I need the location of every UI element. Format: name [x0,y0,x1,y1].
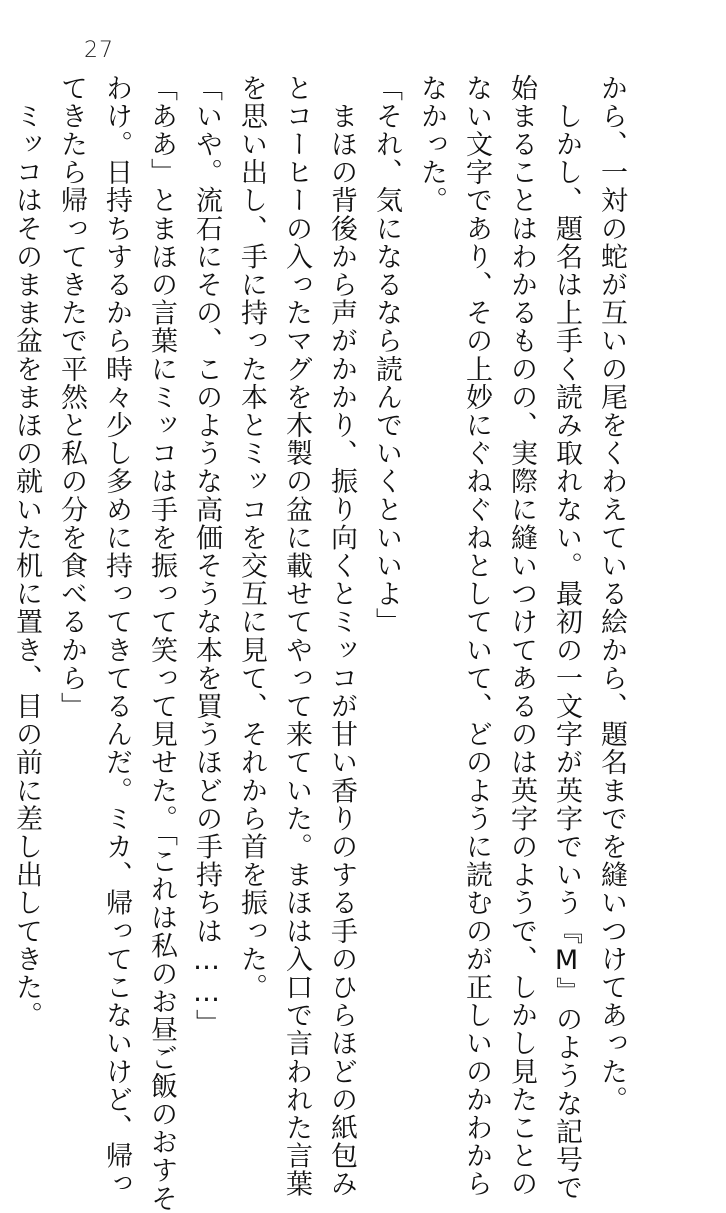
text-line: 「ああ」とまほの言葉にミッコは手を振って笑って見せた。「これは私のお昼ご飯のおすそ [146,74,177,1213]
body-text [0,74,634,1213]
text-line: なかった。 [416,74,447,215]
page-number: 27 [84,38,114,63]
text-line: ない文字であり、その上妙にぐねぐねとしていて、どのように読むのが正しいのかわから [461,74,492,1198]
text-line: から、一対の蛇が互いの尾をくわえている絵から、題名までを縫いつけてあった。 [596,74,627,1114]
text-line: ミッコはそのまま盆をまほの就いた机に置き、目の前に差し出してきた。 [11,74,42,1030]
text-line [0,74,4,974]
text-line: を思い出し、手に持った本とミッコを交互に見て、それから首を振った。 [236,74,267,1002]
text-line: わけ。日持ちするから時々少し多めに持ってきてるんだ。ミカ、帰ってこないけど、帰っ [101,74,132,1198]
text-line: とコーヒーの入ったマグを木製の盆に載せてやって来ていた。まほは入口で言われた言葉 [281,74,312,1198]
text-line: てきたら帰ってきたで平然と私の分を食べるから」 [56,74,87,721]
text-line: 始まることはわかるものの、実際に縫いつけてあるのは英字のようで、しかし見たことの [506,74,537,1198]
text-line: まほの背後から声がかかり、振り向くとミッコが甘い香りのする手のひらほどの紙包み [326,74,357,1198]
text-line: 「それ、気になるなら読んでいくといいよ」 [371,74,402,636]
text-line: 「いや。流石にその、このような高価そうな本を買うほどの手持ちは……」 [191,74,222,1038]
text-line: しかし、題名は上手く読み取れない。最初の一文字が英字でいう『M』のような記号で [551,74,582,1202]
